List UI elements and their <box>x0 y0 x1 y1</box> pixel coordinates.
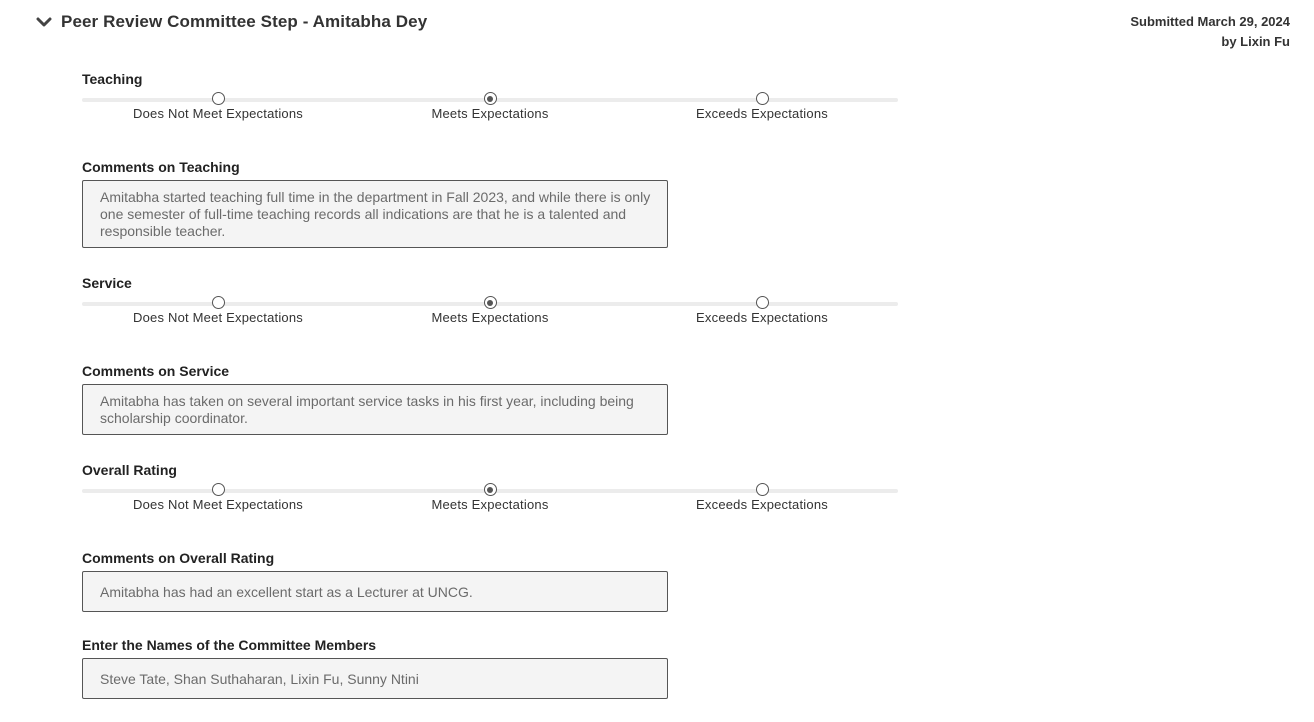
teaching-section <box>82 70 898 132</box>
option-label: Does Not Meet Expectations <box>133 106 303 121</box>
committee-members-field[interactable]: Steve Tate, Shan Suthaharan, Lixin Fu, Sunny Ntini <box>82 658 668 699</box>
radio-button[interactable] <box>212 296 225 309</box>
radio-button[interactable] <box>484 483 497 496</box>
radio-button[interactable] <box>484 296 497 309</box>
rating-option-does-not-meet[interactable] <box>118 296 318 325</box>
teaching-comments-section <box>82 158 668 248</box>
overall-comments-section <box>82 549 668 612</box>
option-label: Exceeds Expectations <box>696 106 828 121</box>
overall-rating-label: Overall Rating <box>82 462 177 478</box>
chevron-down-icon[interactable] <box>36 14 52 30</box>
radio-button[interactable] <box>212 92 225 105</box>
service-rating <box>82 296 898 336</box>
radio-button[interactable] <box>212 483 225 496</box>
radio-button[interactable] <box>756 296 769 309</box>
overall-section <box>82 461 898 523</box>
overall-comments-field[interactable]: Amitabha has had an excellent start as a Lecturer at UNCG. <box>82 571 668 612</box>
rating-option-does-not-meet[interactable] <box>118 483 318 512</box>
service-section <box>82 274 898 336</box>
overall-rating <box>82 483 898 523</box>
service-comments-field[interactable]: Amitabha has taken on several important service tasks in his first year, including being scholarship coordinator. <box>82 384 668 435</box>
committee-members-label: Enter the Names of the Committee Members <box>82 637 377 653</box>
service-comments-section <box>82 362 668 435</box>
rating-option-meets[interactable] <box>390 483 590 512</box>
submission-info <box>1130 12 1290 52</box>
radio-button[interactable] <box>756 483 769 496</box>
service-comments-label: Comments on Service <box>82 363 230 379</box>
teaching-comments-label: Comments on Teaching <box>82 159 240 175</box>
rating-option-does-not-meet[interactable] <box>118 92 318 121</box>
option-label: Does Not Meet Expectations <box>133 310 303 325</box>
radio-button[interactable] <box>756 92 769 105</box>
option-label: Exceeds Expectations <box>696 497 828 512</box>
rating-option-meets[interactable] <box>390 92 590 121</box>
step-title: Peer Review Committee Step - Amitabha Dey <box>61 12 428 31</box>
option-label: Meets Expectations <box>431 106 549 121</box>
radio-button[interactable] <box>484 92 497 105</box>
rating-option-exceeds[interactable] <box>662 92 862 121</box>
option-label: Does Not Meet Expectations <box>133 497 303 512</box>
overall-comments-label: Comments on Overall Rating <box>82 550 275 566</box>
rating-option-exceeds[interactable] <box>662 296 862 325</box>
option-label: Meets Expectations <box>431 310 549 325</box>
rating-option-exceeds[interactable] <box>662 483 862 512</box>
submitted-by: by Lixin Fu <box>1221 34 1290 49</box>
teaching-comments-field[interactable]: Amitabha started teaching full time in the department in Fall 2023, and while there is only one semester of full-time teaching records all indications are that he is a talented and responsible teacher. <box>82 180 668 248</box>
rating-option-meets[interactable] <box>390 296 590 325</box>
teaching-rating <box>82 92 898 132</box>
service-label: Service <box>82 275 132 291</box>
committee-section <box>82 636 668 699</box>
option-label: Exceeds Expectations <box>696 310 828 325</box>
option-label: Meets Expectations <box>431 497 549 512</box>
teaching-label: Teaching <box>82 71 143 87</box>
step-header-toggle[interactable] <box>36 12 427 32</box>
submitted-date: Submitted March 29, 2024 <box>1130 14 1290 29</box>
